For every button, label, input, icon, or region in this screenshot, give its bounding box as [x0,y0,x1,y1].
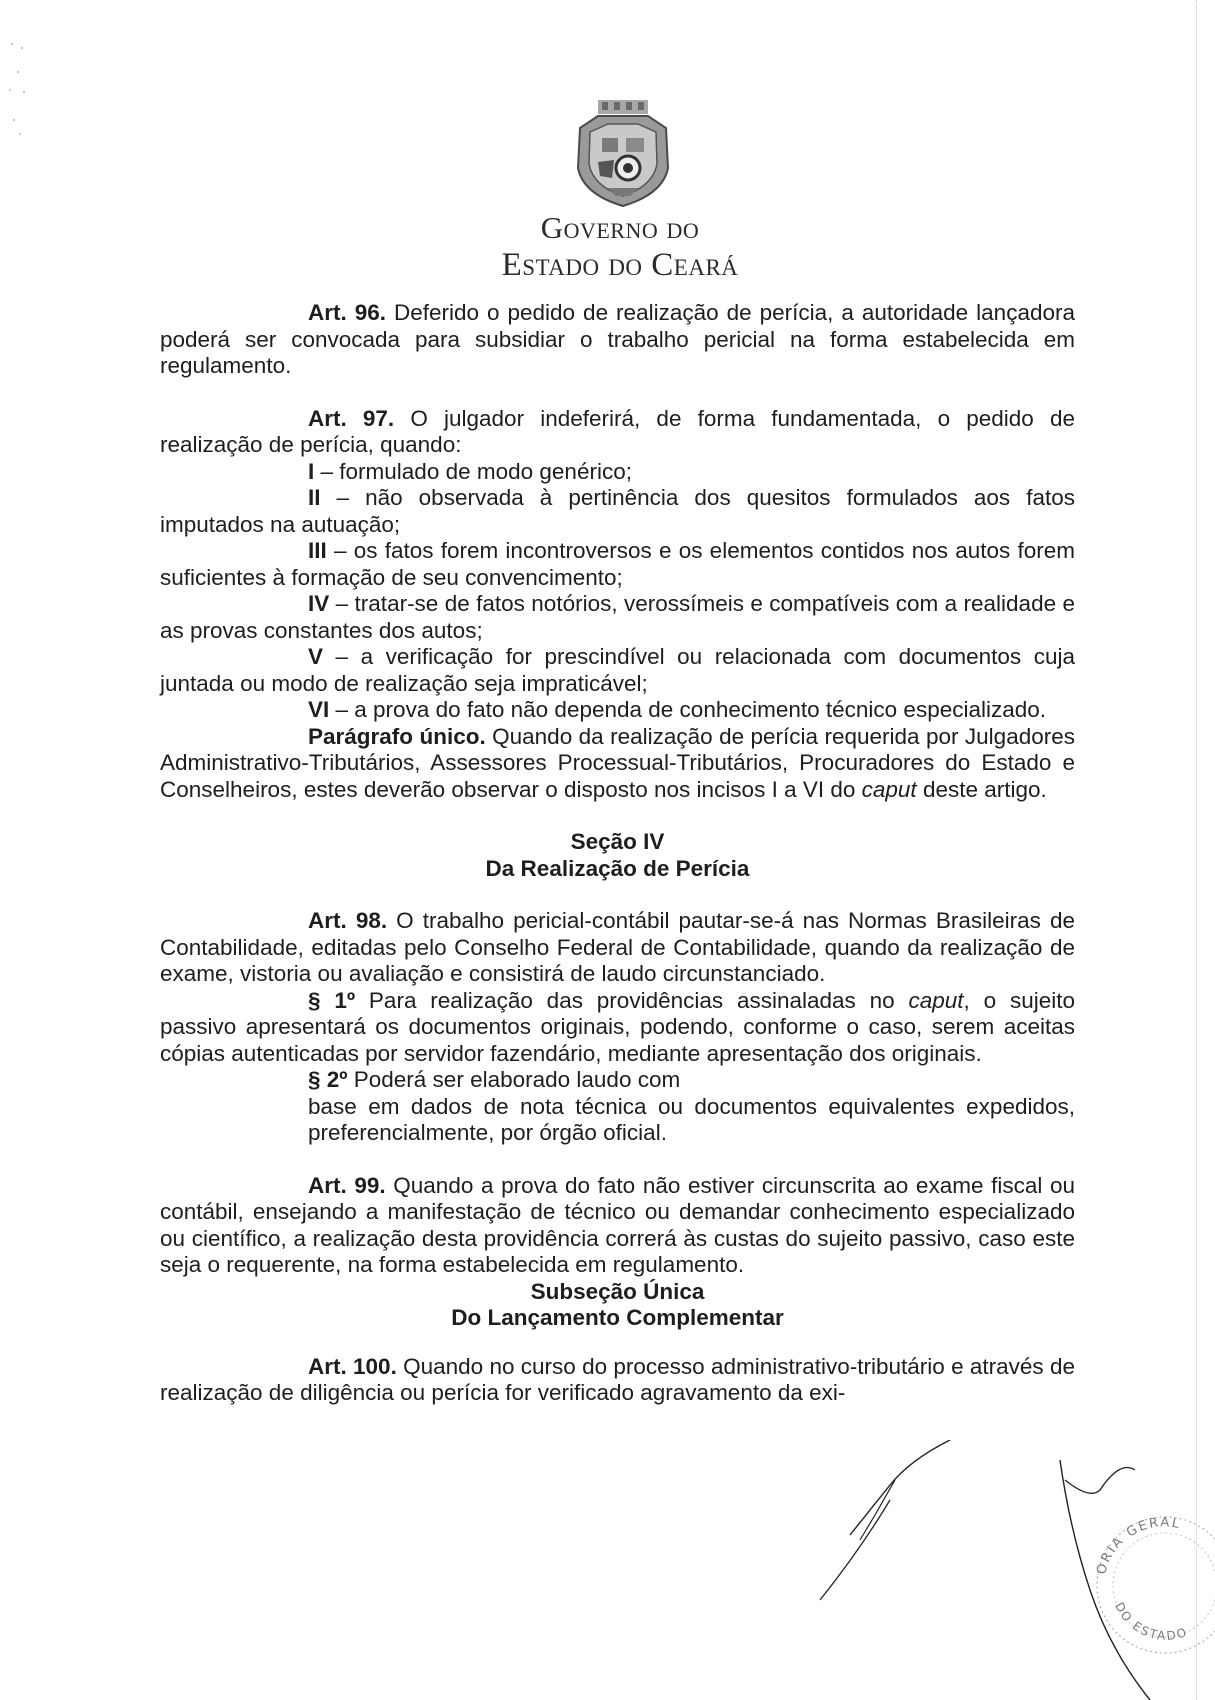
article-text: O julgador indeferirá, de forma fundamentada, o pedido de realização de perícia, quando: [160,405,1075,457]
inciso-item [160,538,1075,591]
inciso-text: – a verificação for prescindível ou relacionada com documentos cuja juntada ou modo de realização seja impraticável; [160,644,1075,696]
article-text: O trabalho pericial-contábil pautar-se-á nas Normas Brasileiras de Contabilidade, editadas pelo Conselho Federal de Contabilidade, quando da realização de exame, vistoria ou avaliação e consistirá de laudo circunstanciado. [160,908,1075,986]
inciso-text: – não observada à pertinência dos quesitos formulados aos fatos imputados na autuação; [160,485,1075,537]
inciso-item [160,697,1075,724]
paragraph-text: deste artigo. [916,776,1047,802]
article-label: Art. 96. [308,300,387,325]
article-99 [160,1173,1075,1279]
article-label: Art. 99. [308,1172,386,1198]
article-label: Art. 97. [308,405,395,431]
letterhead-line-1: Governo do [540,210,700,245]
svg-text:ORIA GERAL [1094,1515,1182,1576]
stamp-text-bottom: DO ESTADO [1112,1600,1191,1644]
paragraph-italic: caput [908,987,964,1013]
inciso-number: VI [308,697,330,722]
article-label: Art. 98. [308,908,388,933]
article-text: Quando no curso do processo administrativo-tributário e através de realização de diligência ou perícia for verificado agravamento da exi- [160,1353,1075,1405]
svg-text:DO ESTADO [1112,1600,1190,1643]
article-text: Quando a prova do fato não estiver circunscrita ao exame fiscal ou contábil, ensejando a manifestação de técnico ou demandar conhecimento especializado ou científico, a realização desta providência correrá às custas do sujeito passivo, caso este seja o requerente, na forma estabelecida em regulamento. [160,1172,1075,1277]
article-97 [160,406,1075,459]
paragraph-text: Para realização das providências assinaladas no [355,987,909,1013]
inciso-number: II [308,485,321,510]
article-98 [160,908,1075,988]
paragrafo-unico [160,724,1075,804]
article-96 [160,300,1075,380]
inciso-item [160,485,1075,538]
paragraph-text: , o sujeito passivo apresentará os documentos originais, podendo, conforme o caso, serem aceitas cópias autenticadas por servidor fazendário, mediante apresentação dos originais. [160,987,1076,1066]
paragraph-text: base em dados de nota técnica ou documentos equivalentes expedidos, preferencialmente, por órgão oficial. [308,1093,1075,1145]
inciso-text: – formulado de modo genérico; [314,458,632,484]
paragraph-text: Poderá ser elaborado laudo com [347,1067,681,1092]
paragraph-label: § 2º [308,1067,348,1092]
scan-specks [0,30,40,170]
article-text: Deferido o pedido de realização de perícia, a autoridade lançadora poderá ser convocada para subsidiar o trabalho pericial na forma estabelecida em regulamento. [160,300,1075,378]
paragraph-2 [160,1067,1075,1147]
inciso-text: – os fatos forem incontroversos e os elementos contidos nos autos forem suficientes à formação de seu convencimento; [160,538,1075,590]
paragraph-label: Parágrafo único. [308,723,486,749]
inciso-number: IV [308,591,330,616]
document-body [160,300,1075,1407]
letterhead-line-2: Estado do Ceará [501,247,739,283]
inciso-number: I [308,458,315,484]
inciso-item [160,591,1075,644]
paragraph-1 [160,988,1075,1068]
paragraph-italic: caput [861,776,917,802]
article-100 [160,1354,1075,1407]
inciso-number: V [308,644,324,669]
subsection-subtitle: Do Lançamento Complementar [451,1305,784,1330]
inciso-item [160,459,1075,486]
coat-of-arms-icon [568,98,678,210]
inciso-text: – a prova do fato não dependa de conhecimento técnico especializado. [329,697,1047,722]
subsection-title: Subseção Única [530,1278,705,1304]
inciso-number: III [308,538,327,563]
section-subtitle: Da Realização de Perícia [485,855,750,881]
section-title: Seção IV [570,829,665,854]
inciso-item [160,644,1075,697]
inciso-text: – tratar-se de fatos notórios, verossímeis e compatíveis com a realidade e as provas constantes dos autos; [160,591,1075,643]
paragraph-label: § 1º [308,987,356,1013]
letterhead [420,210,820,284]
stamp-seal [1085,1495,1215,1665]
article-label: Art. 100. [308,1353,397,1379]
stamp-text-top: ORIA GERAL [1094,1515,1183,1577]
paragraph-text: Quando da realização de perícia requerida por Julgadores Administrativo-Tributários, Assessores Processual-Tributários, Procuradores do Estado e Conselheiros, estes deverão observar o disposto nos incisos I a VI do [160,723,1075,802]
